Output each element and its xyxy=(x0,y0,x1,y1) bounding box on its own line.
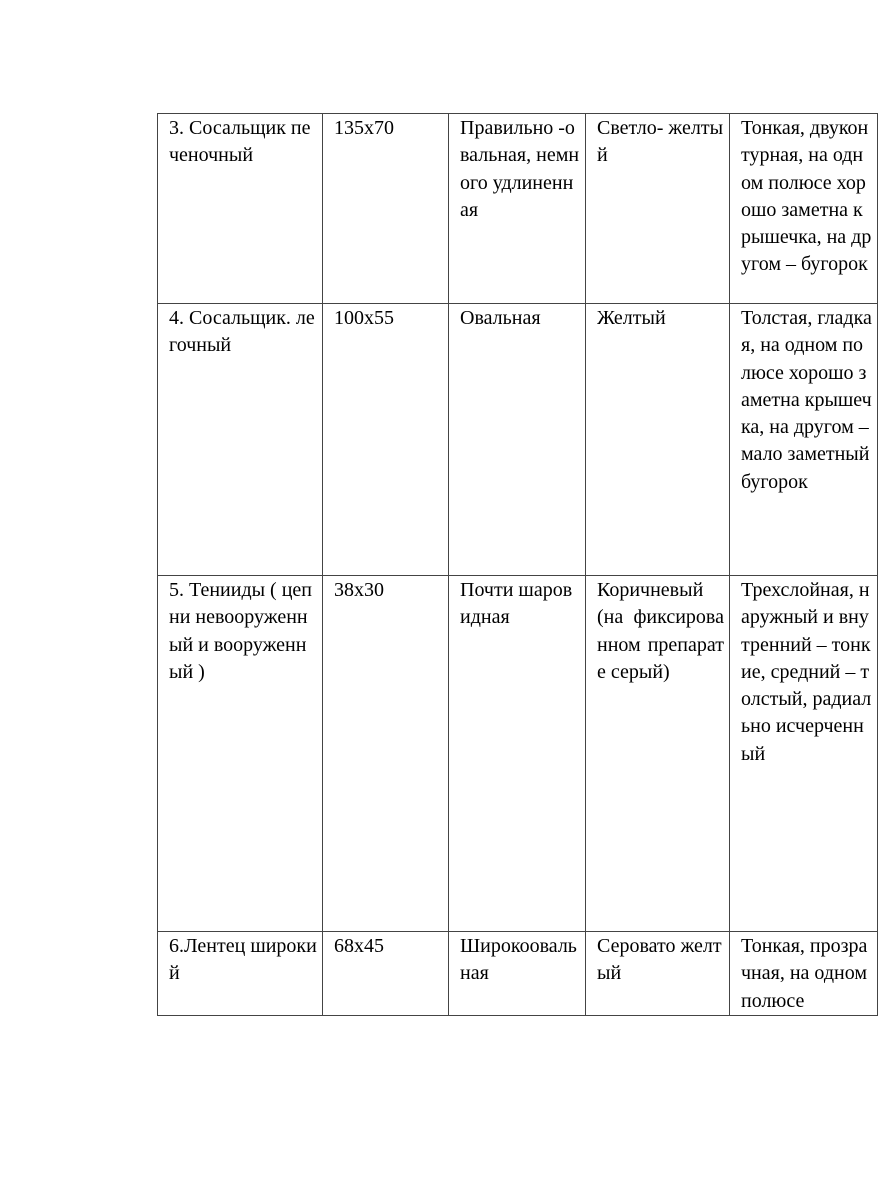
shell-cell: Тонкая, прозрачная, на одном полюсе xyxy=(730,932,878,1016)
table-row xyxy=(158,576,878,932)
size-cell: 68x45 xyxy=(323,932,449,1016)
species-cell: 4. Сосальщик. легочный xyxy=(158,304,323,576)
table-row xyxy=(158,304,878,576)
shape-cell: Широкоовальная xyxy=(449,932,586,1016)
helminth-eggs-table xyxy=(157,113,878,1016)
shape-cell: Правильно -овальная, немного удлиненная xyxy=(449,114,586,304)
color-cell: Желтый xyxy=(586,304,730,576)
shell-cell: Трехслойная, наружный и внутренний – тонкие, средний – толстый, радиально исчерченный xyxy=(730,576,878,932)
size-cell: 135x70 xyxy=(323,114,449,304)
species-cell: 5. Тенииды ( цепни невооруженный и вооруженный ) xyxy=(158,576,323,932)
shell-cell: Толстая, гладкая, на одном полюсе хорошо заметна крышечка, на другом – мало заметный бугорок xyxy=(730,304,878,576)
size-cell: 100x55 xyxy=(323,304,449,576)
shape-cell: Почти шаровидная xyxy=(449,576,586,932)
size-cell: 38x30 xyxy=(323,576,449,932)
species-cell: 3. Сосальщик печеночный xyxy=(158,114,323,304)
shape-cell: Овальная xyxy=(449,304,586,576)
color-cell: Серовато желтый xyxy=(586,932,730,1016)
table-row xyxy=(158,932,878,1016)
table-row xyxy=(158,114,878,304)
species-cell: 6.Лентец широкий xyxy=(158,932,323,1016)
color-cell: Коричневый (на фиксированном препарате серый) xyxy=(586,576,730,932)
shell-cell: Тонкая, двуконтурная, на одном полюсе хорошо заметна крышечка, на другом – бугорок xyxy=(730,114,878,304)
color-cell: Светло- желтый xyxy=(586,114,730,304)
